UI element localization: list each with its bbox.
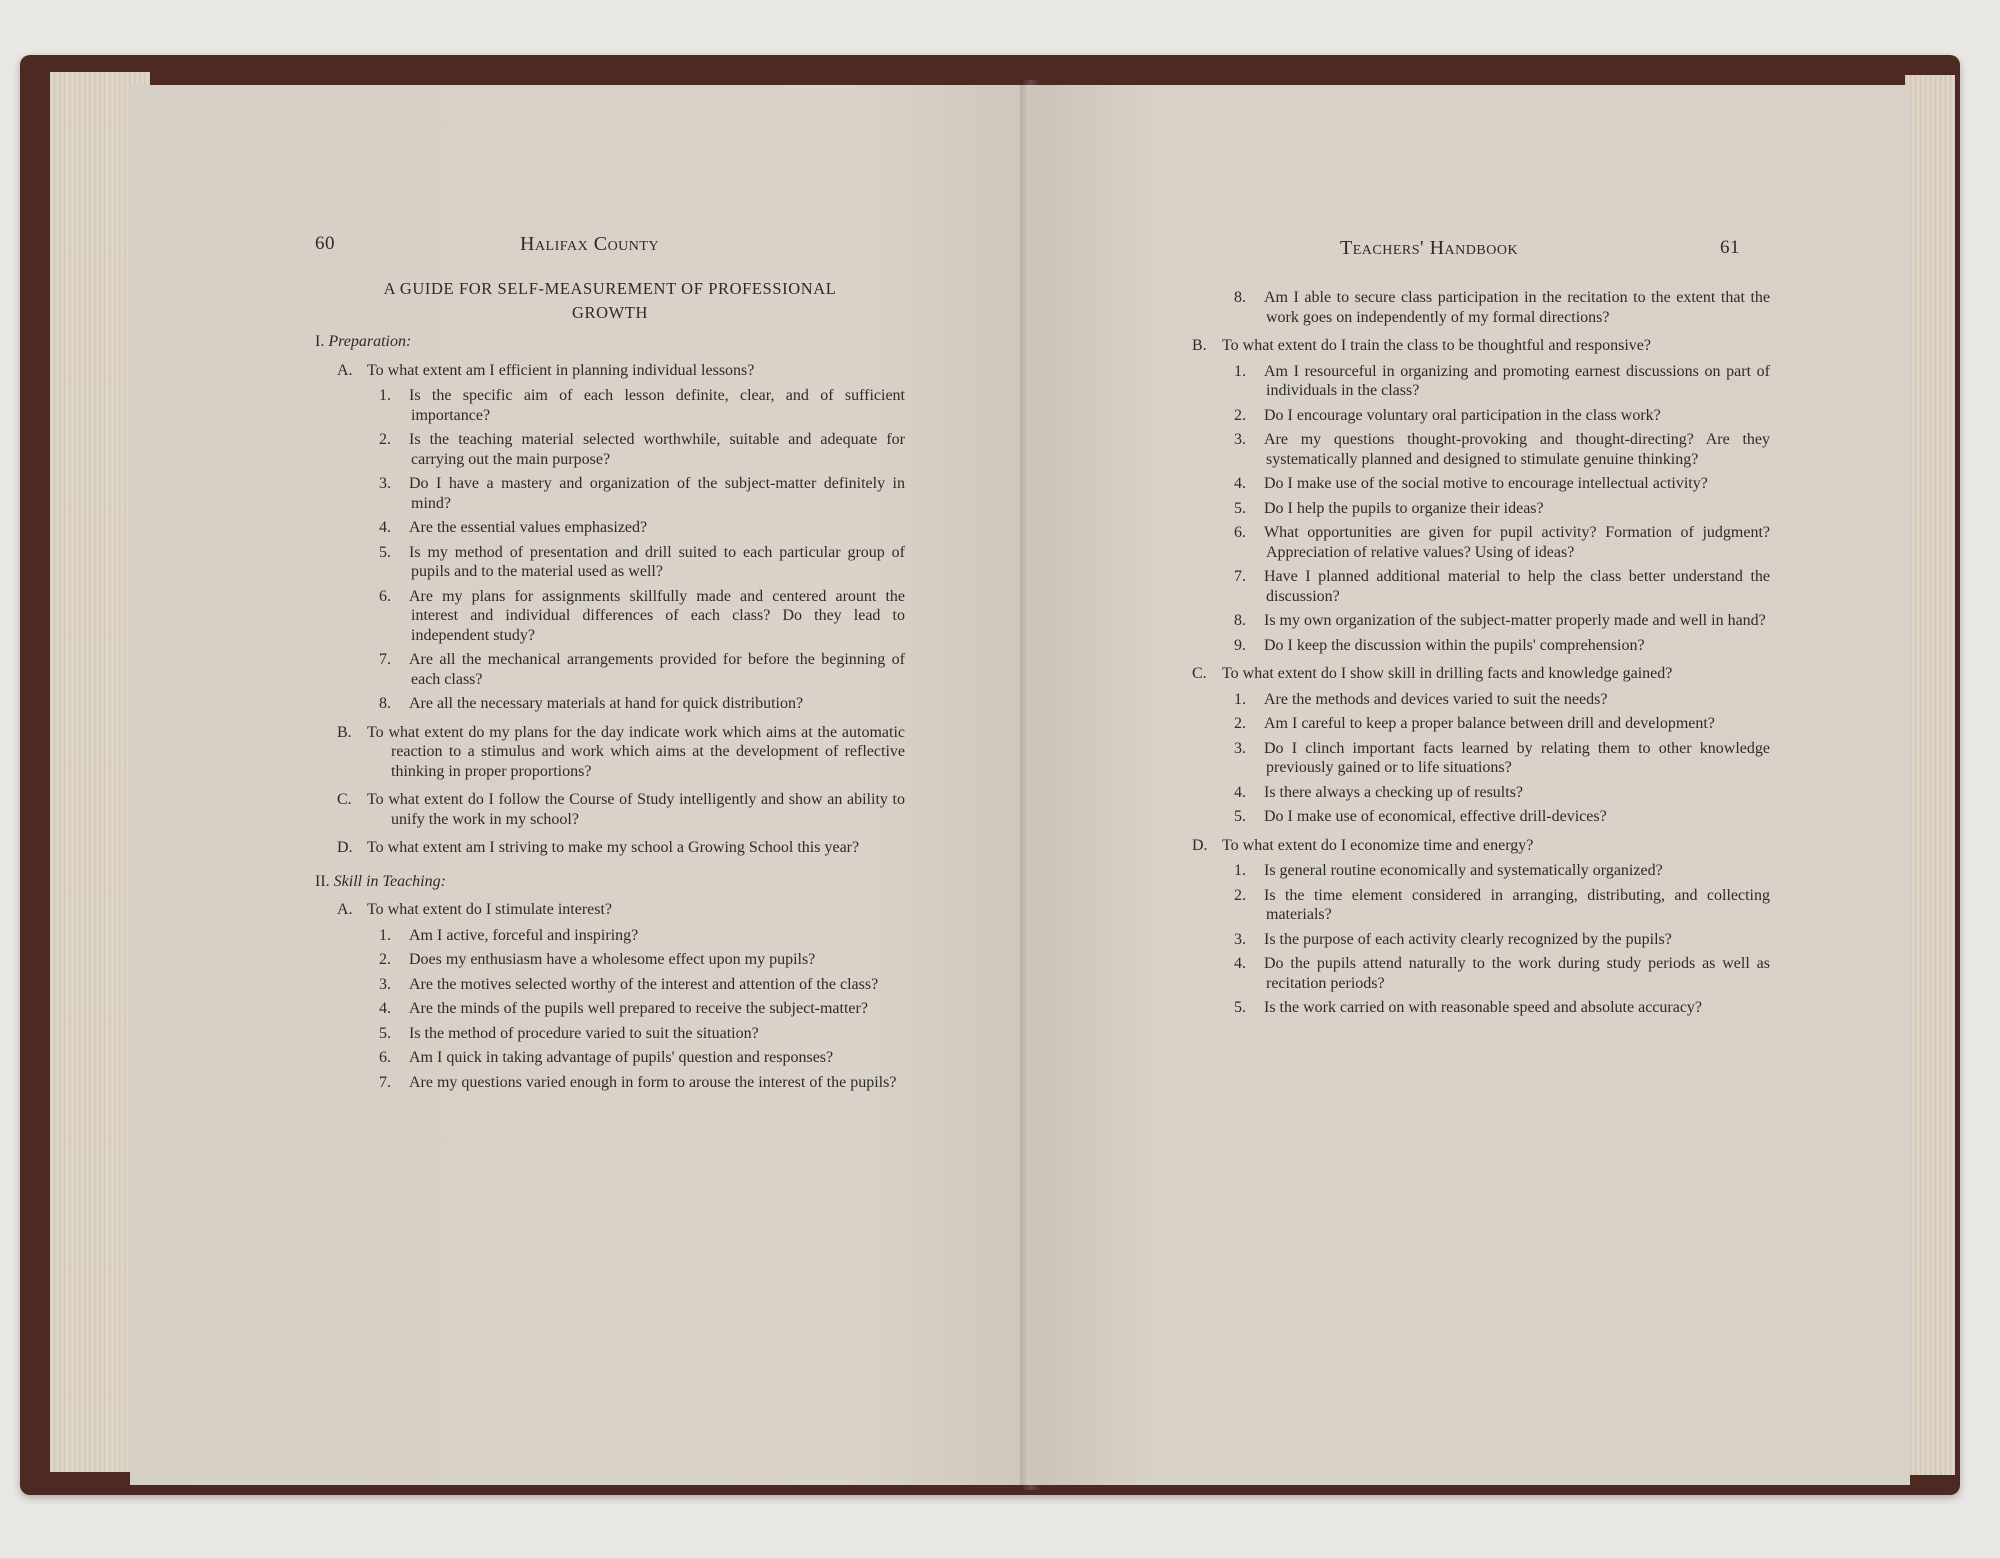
numbered-question [1170,430,1770,469]
question-number: 8. [1234,289,1246,306]
numbered-question [1170,998,1770,1018]
question-number: 2. [1234,886,1246,904]
numbered-question [1170,567,1770,606]
question-number: 2. [1234,715,1246,732]
question-number: 8. [379,695,391,712]
item-list [1170,861,1770,1018]
question-number: 3. [1234,930,1246,948]
question-number: 4. [1234,475,1246,492]
question-text: Am I resourceful in organizing and promoting earnest discussions on part of individuals in the class? [1264,362,1770,399]
numbered-question [315,386,905,425]
numbered-question [315,1073,905,1093]
guide-title-line1: A GUIDE FOR SELF-MEASUREMENT OF PROFESSIONAL [383,279,837,298]
question-text: Do the pupils attend naturally to the work during study periods as well as recitation periods? [1264,955,1770,992]
question-number: 1. [379,926,391,944]
question-text: Are the motives selected worthy of the interest and attention of the class? [409,975,879,993]
question-number: 2. [379,951,391,968]
numbered-question [315,1048,905,1068]
right-page-body [1170,283,1770,1023]
question-number: 1. [379,387,391,404]
question-number: 4. [1234,955,1246,972]
question-number: 5. [1234,808,1246,825]
question-text: Is the method of procedure varied to suit the situation? [409,1024,759,1042]
numbered-question [315,587,905,646]
subsection-C: C. To what extent do I follow the Course of Study intelligently and show an ability to unify the work in my school? [337,791,905,828]
numbered-question [315,694,905,714]
question-number: 1. [1234,362,1246,380]
question-number: 2. [1234,406,1246,424]
section-heading-preparation: I. Preparation: [315,333,412,350]
question-number: 5. [379,543,391,561]
numbered-question [315,650,905,689]
question-text: What opportunities are given for pupil activity? Formation of judgment? Appreciation of relative values? Using of ideas? [1264,524,1770,561]
question-text: Is the teaching material selected worthwhile, suitable and adequate for carrying out the main purpose? [409,431,905,468]
question-text: Am I quick in taking advantage of pupils' question and responses? [409,1049,834,1066]
subsection-B: B. To what extent do I train the class to be thoughtful and responsive? [1192,337,1651,354]
right-running-head: Teachers' Handbook [1340,237,1519,259]
guide-title-line2: GROWTH [571,302,648,322]
question-text: Is the work carried on with reasonable speed and absolute accuracy? [1264,999,1703,1016]
numbered-question [315,975,905,995]
subsection-D: D. To what extent am I striving to make my school a Growing School this year? [337,839,860,856]
question-number: 1. [1234,690,1246,708]
question-text: Is my method of presentation and drill suited to each particular group of pupils and to the material used as well? [409,543,905,580]
numbered-question [315,518,905,538]
item-list [1170,690,1770,827]
question-number: 9. [1234,636,1246,654]
numbered-question [1170,861,1770,881]
question-text: Do I make use of the social motive to encourage intellectual activity? [1264,475,1708,492]
item-list [315,926,905,1093]
question-number: 2. [379,431,391,448]
question-text: Am I able to secure class participation in the recitation to the extent that the work goes on independently of my formal directions? [1264,289,1770,326]
subsection-A: A. To what extent am I efficient in planning individual lessons? [337,361,755,379]
numbered-question [315,474,905,513]
question-text: Is the time element considered in arranging, distributing, and collecting materials? [1264,886,1770,923]
left-running-head: Halifax County [520,233,660,255]
question-text: Is the specific aim of each lesson definite, clear, and of sufficient importance? [409,387,905,424]
numbered-question [1170,523,1770,562]
numbered-question [1170,783,1770,803]
question-number: 8. [1234,612,1246,629]
numbered-question [1170,611,1770,631]
question-text: Do I make use of economical, effective drill-devices? [1264,808,1607,825]
question-text: Is there always a checking up of results? [1264,783,1524,801]
subsection-D: D. To what extent do I economize time and energy? [1192,836,1534,854]
question-text: Do I help the pupils to organize their ideas? [1264,499,1544,517]
numbered-question [1170,406,1770,426]
question-text: Is the purpose of each activity clearly recognized by the pupils? [1264,930,1672,948]
left-page [130,85,1030,1485]
item-list [1170,288,1770,327]
numbered-question [1170,690,1770,710]
question-number: 5. [1234,499,1246,517]
section-heading-skill-in-teaching: II. Skill in Teaching: [315,872,446,890]
right-page-edges [1905,75,1955,1475]
question-text: Am I careful to keep a proper balance between drill and development? [1264,715,1715,732]
numbered-question [1170,362,1770,401]
question-text: Do I have a mastery and organization of the subject-matter definitely in mind? [409,475,905,512]
question-text: Are my questions thought-provoking and thought-directing? Are they systematically planned and designed to stimulate genuine thinking? [1264,431,1770,468]
numbered-question [315,543,905,582]
numbered-question [315,950,905,970]
numbered-question [1170,954,1770,993]
question-text: Are the minds of the pupils well prepared to receive the subject-matter? [409,1000,868,1017]
numbered-question [315,999,905,1019]
numbered-question [1170,739,1770,778]
question-number: 7. [379,651,391,668]
question-text: Have I planned additional material to help the class better understand the discussion? [1264,568,1770,605]
question-number: 6. [379,1049,391,1066]
numbered-question [1170,474,1770,494]
right-page [1030,85,1910,1485]
numbered-question [1170,288,1770,327]
question-number: 7. [1234,568,1246,585]
numbered-question [315,926,905,946]
subsection-II-A: A. To what extent do I stimulate interest? [337,901,613,918]
question-text: Is my own organization of the subject-matter properly made and well in hand? [1264,612,1766,629]
item-list [1170,362,1770,656]
question-number: 1. [1234,862,1246,879]
question-number: 4. [379,1000,391,1017]
question-text: Are my questions varied enough in form to arouse the interest of the pupils? [409,1073,897,1091]
question-number: 7. [379,1073,391,1091]
left-page-body [315,279,905,1097]
question-number: 6. [379,587,391,605]
question-number: 4. [1234,783,1246,801]
item-list [315,386,905,714]
question-number: 3. [379,975,391,993]
right-page-number: 61 [1720,237,1740,258]
question-text: Are my plans for assignments skillfully made and centered arount the interest and individual differences of each class? Do they lead to independent study? [409,587,905,644]
numbered-question [1170,930,1770,950]
numbered-question [1170,807,1770,827]
numbered-question [1170,714,1770,734]
subsection-C: C. To what extent do I show skill in drilling facts and knowledge gained? [1192,665,1673,682]
question-number: 6. [1234,524,1246,541]
question-number: 3. [1234,739,1246,757]
question-text: Is general routine economically and systematically organized? [1264,862,1663,879]
subsection-B: B. To what extent do my plans for the day indicate work which aims at the automatic reaction to a stimulus and work which aims at the development of reflective thinking in proper proportions? [337,723,905,780]
question-number: 4. [379,519,391,536]
numbered-question [315,1024,905,1044]
numbered-question [1170,886,1770,925]
numbered-question [315,430,905,469]
question-number: 3. [379,475,391,492]
left-page-number: 60 [315,233,335,254]
numbered-question [1170,636,1770,656]
question-number: 5. [379,1024,391,1042]
question-text: Are the methods and devices varied to suit the needs? [1264,690,1608,708]
question-text: Are all the mechanical arrangements provided for before the beginning of each class? [409,651,905,688]
question-text: Are all the necessary materials at hand for quick distribution? [409,695,804,712]
question-number: 5. [1234,999,1246,1016]
question-text: Are the essential values emphasized? [409,519,648,536]
question-number: 3. [1234,431,1246,448]
question-text: Do I keep the discussion within the pupils' comprehension? [1264,636,1645,654]
numbered-question [1170,499,1770,519]
question-text: Do I clinch important facts learned by relating them to other knowledge previously gained or to life situations? [1264,739,1770,776]
question-text: Does my enthusiasm have a wholesome effect upon my pupils? [409,951,816,968]
question-text: Do I encourage voluntary oral participation in the class work? [1264,406,1661,424]
question-text: Am I active, forceful and inspiring? [409,926,639,944]
